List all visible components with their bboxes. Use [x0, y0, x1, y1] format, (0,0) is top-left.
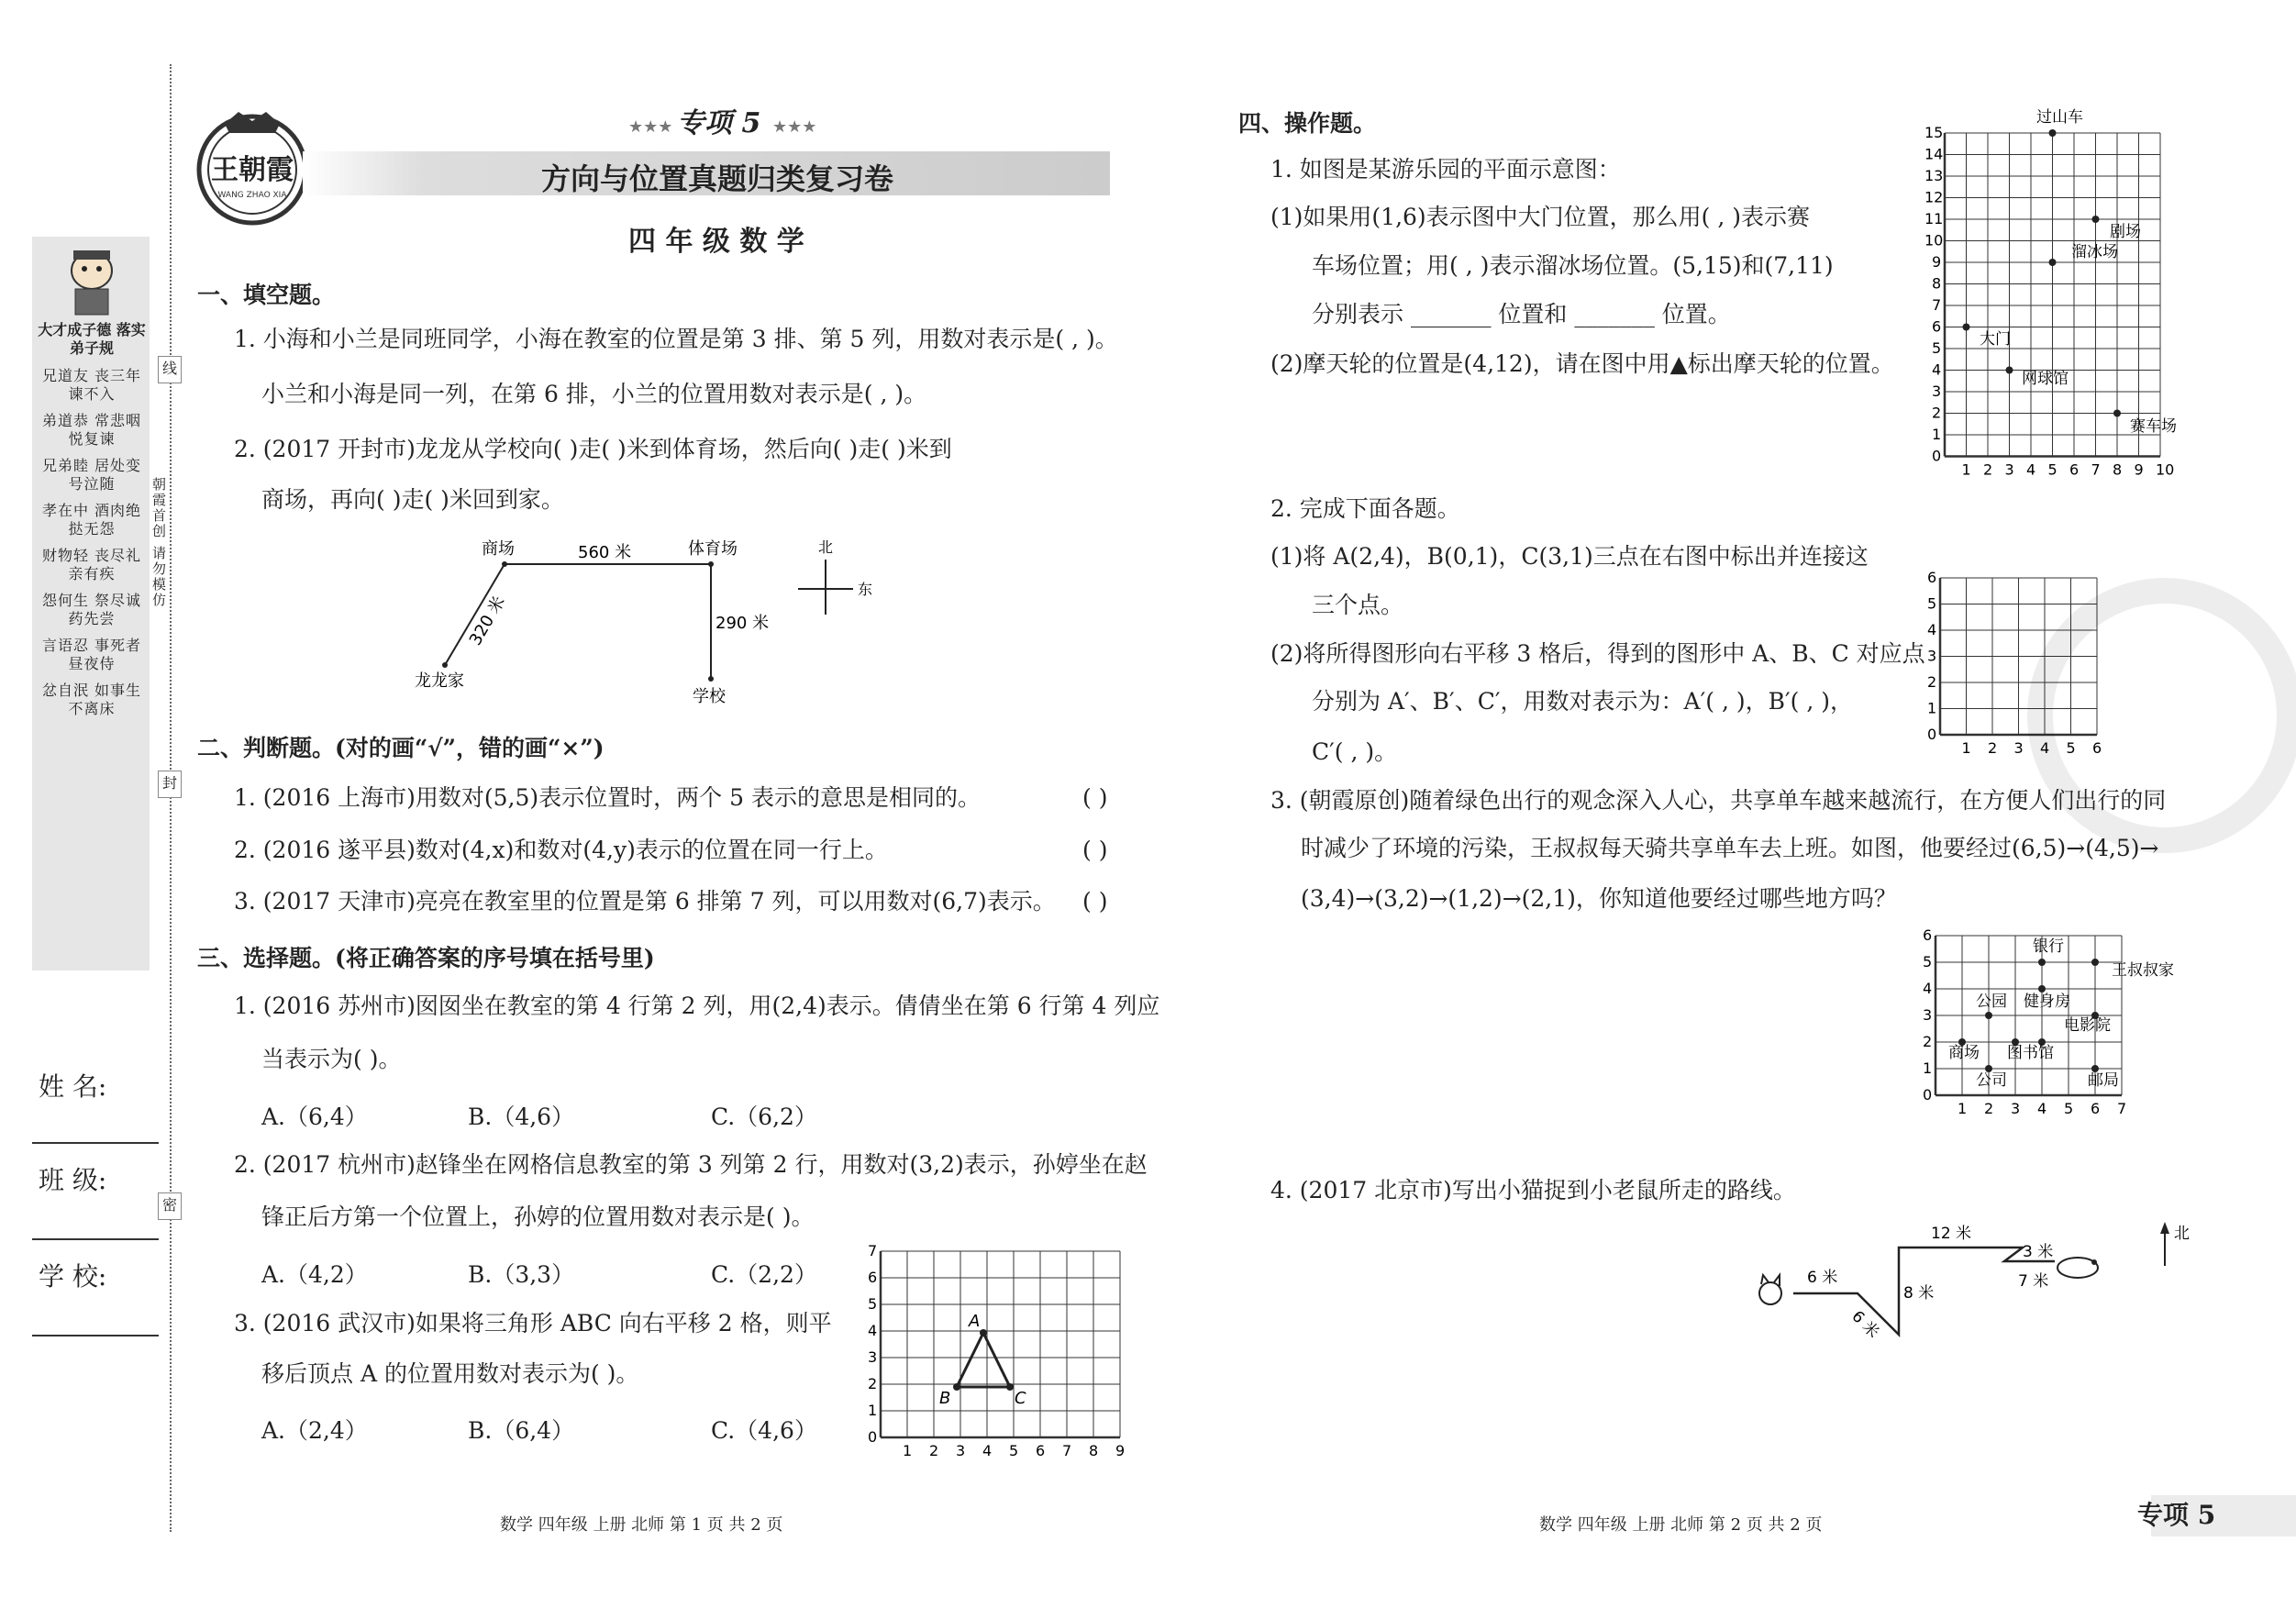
s1-q2a: 2. (2017 开封市)龙龙从学校向( )走( )米到体育场，然后向( )走( )米到: [234, 436, 952, 462]
y-tick-label: 4: [1932, 360, 1942, 379]
sidebar-verse: 兄弟睦 居处变 号泣随: [41, 457, 142, 493]
s3-q3-opt-b[interactable]: B.（6,4）: [468, 1417, 575, 1444]
map-d3: 320 米: [465, 593, 510, 649]
x-tick-label: 3: [2011, 1100, 2021, 1117]
grid-point: [1963, 324, 1970, 331]
map-north: 北: [818, 538, 834, 556]
city-gymn: 健身房: [2024, 993, 2070, 1011]
y-tick-label: 5: [1932, 339, 1942, 357]
x-tick-label: 6: [1036, 1442, 1046, 1459]
cat-icon: [1759, 1275, 1781, 1304]
park-roller: 过山车: [2036, 108, 2083, 127]
y-tick-label: 6: [1923, 926, 1933, 944]
s3-q2-opt-a[interactable]: A.（4,2）: [261, 1261, 368, 1288]
y-tick-label: 6: [868, 1269, 878, 1286]
y-tick-label: 2: [868, 1375, 878, 1392]
s3-q1-opt-a[interactable]: A.（6,4）: [261, 1103, 368, 1130]
x-tick-label: 6: [2069, 460, 2080, 479]
brand-note: 朝霞首创 请勿模仿: [150, 477, 167, 608]
s4-q2-2b: 分别为 A′、B′、C′，用数对表示为：A′( , )，B′( , )，: [1312, 688, 1854, 715]
logo: [188, 101, 316, 229]
y-tick-label: 1: [1927, 699, 1937, 717]
y-tick-label: 13: [1924, 167, 1944, 184]
city-cinema: 电影院: [2064, 1016, 2111, 1035]
s3-q3-opt-a[interactable]: A.（2,4）: [261, 1417, 368, 1444]
series-label: 专项 5: [677, 107, 761, 139]
x-tick-label: 4: [2037, 1100, 2047, 1117]
s3-q2b: 锋正后方第一个位置上，孙婷的位置用数对表示是( )。: [261, 1203, 815, 1230]
grid-point: [2092, 216, 2100, 223]
page-title: 方向与位置真题归类复习卷: [541, 161, 894, 196]
park-theater: 剧场: [2110, 223, 2141, 241]
grid-point: [2049, 129, 2057, 137]
park-race: 赛车场: [2130, 417, 2177, 436]
stars-left: ★★★: [628, 117, 673, 137]
x-tick-label: 1: [903, 1442, 913, 1459]
y-tick-label: 2: [1932, 404, 1942, 422]
x-tick-label: 5: [2047, 460, 2058, 479]
school-field[interactable]: [32, 1335, 159, 1336]
y-tick-label: 14: [1924, 145, 1944, 163]
y-tick-label: 2: [1927, 673, 1937, 691]
sidebar-verse: 财物轻 丧尽礼 亲有疾: [41, 547, 142, 582]
s4-q2: 2. 完成下面各题。: [1270, 495, 1460, 522]
x-tick-label: 7: [2091, 460, 2101, 479]
y-tick-label: 0: [1927, 726, 1937, 743]
route-d3: 8 米: [1903, 1284, 1935, 1303]
s2-q1: 1. (2016 上海市)用数对(5,5)表示位置时，两个 5 表示的意思是相同的。: [234, 784, 981, 811]
y-tick-label: 12: [1924, 188, 1944, 206]
s4-q2-2a: (2)将所得图形向右平移 3 格后，得到的图形中 A、B、C 对应点: [1270, 640, 1925, 667]
grid-point: [2006, 367, 2013, 374]
y-tick-label: 6: [1932, 317, 1942, 336]
school-label: 学 校:: [39, 1261, 107, 1292]
s4-q2-1b: 三个点。: [1312, 592, 1404, 618]
city-bank: 银行: [2033, 937, 2064, 956]
park-tennis: 网球馆: [2022, 370, 2069, 388]
s3-q3-opt-c[interactable]: C.（4,6）: [711, 1417, 817, 1444]
map-school: 学校: [693, 687, 726, 706]
s3-q2-opt-b[interactable]: B.（3,3）: [468, 1261, 575, 1288]
route-north: 北: [2174, 1225, 2190, 1243]
y-tick-label: 7: [1932, 296, 1942, 314]
logo-text: 王朝霞: [211, 154, 294, 186]
triangle-grid: [862, 1238, 1137, 1472]
x-tick-label: 8: [1089, 1442, 1099, 1459]
footer-left: 数学 四年级 上册 北师 第 1 页 共 2 页: [500, 1515, 783, 1535]
grid-point: [2049, 259, 2057, 266]
y-tick-label: 2: [1923, 1033, 1933, 1050]
x-tick-label: 2: [1984, 1100, 1994, 1117]
y-tick-label: 4: [1923, 980, 1933, 997]
y-tick-label: 1: [868, 1402, 878, 1419]
map-east: 东: [858, 581, 873, 598]
s3-q1-opt-b[interactable]: B.（4,6）: [468, 1103, 575, 1130]
park-rink: 溜冰场: [2071, 243, 2118, 261]
city-post: 邮局: [2088, 1071, 2119, 1090]
map-home: 龙龙家: [415, 671, 464, 691]
s3-q2a: 2. (2017 杭州市)赵锋坐在网格信息教室的第 3 列第 2 行，用数对(3,2)表示，孙婷坐在赵: [234, 1151, 1148, 1178]
s3-q2-opt-c[interactable]: C.（2,2）: [711, 1261, 817, 1288]
y-tick-label: 10: [1924, 231, 1944, 250]
x-tick-label: 6: [2092, 739, 2102, 757]
x-tick-label: 1: [1961, 739, 1971, 757]
s4-q1: 1. 如图是某游乐园的平面示意图：: [1270, 156, 1621, 183]
tri-label-a: A: [969, 1312, 981, 1331]
x-tick-label: 7: [1062, 1442, 1072, 1459]
s1-q2b: 商场，再向( )走( )米回到家。: [261, 486, 564, 513]
x-tick-label: 2: [1988, 739, 1998, 757]
s2-q2: 2. (2016 遂平县)数对(4,x)和数对(4,y)表示的位置在同一行上。: [234, 837, 888, 863]
mouse-icon: [2058, 1258, 2098, 1278]
y-tick-label: 8: [1932, 274, 1942, 293]
y-tick-label: 3: [1932, 383, 1942, 400]
x-tick-label: 7: [2117, 1100, 2127, 1117]
route-d5: 3 米: [2023, 1243, 2054, 1261]
name-label: 姓 名:: [39, 1071, 107, 1102]
s3-q1a: 1. (2016 苏州市)囡囡坐在教室的第 4 行第 2 列，用(2,4)表示。倩倩坐在第 6 行第 4 列应: [234, 993, 1160, 1019]
tri-label-c: C: [1015, 1389, 1026, 1408]
x-tick-label: 9: [2134, 460, 2144, 479]
sidebar-motto: 大才成子德 落实弟子规: [38, 321, 146, 357]
section-3-title: 三、选择题。(将正确答案的序号填在括号里): [197, 945, 655, 971]
x-tick-label: 1: [1961, 460, 1971, 479]
sidebar-verse: 忿自泯 如事生 不离床: [41, 682, 142, 717]
grid-point: [2038, 985, 2046, 993]
y-tick-label: 1: [1923, 1059, 1933, 1077]
grid-point: [1985, 1012, 1992, 1019]
s4-q3b: 时减少了环境的污染，王叔叔每天骑共享单车去上班。如图，他要经过(6,5)→(4,5)→: [1301, 835, 2159, 861]
section-2-title: 二、判断题。(对的画“√”，错的画“×”): [197, 735, 605, 761]
x-tick-label: 8: [2113, 460, 2123, 479]
x-tick-label: 9: [1115, 1442, 1126, 1459]
x-tick-label: 5: [1009, 1442, 1019, 1459]
route-d6: 7 米: [2018, 1272, 2049, 1291]
route-d1: 6 米: [1807, 1269, 1838, 1287]
x-tick-label: 4: [982, 1442, 993, 1459]
class-field[interactable]: [32, 1238, 159, 1240]
sidebar-verse: 兄道友 丧三年 谏不入: [41, 367, 142, 403]
s4-q1-1c: 分别表示 _______ 位置和 _______ 位置。: [1312, 301, 1731, 327]
city-library: 图书馆: [2007, 1044, 2054, 1062]
x-tick-label: 2: [929, 1442, 939, 1459]
cut-mark-3: 密: [158, 1192, 182, 1220]
s4-q2-1a: (1)将 A(2,4)，B(0,1)，C(3,1)三点在右图中标出并连接这: [1270, 543, 1869, 570]
park-grid: [1908, 105, 2211, 491]
s4-q1-1b: 车场位置；用( , )表示溜冰场位置。(5,15)和(7,11): [1312, 252, 1834, 279]
x-tick-label: 5: [2064, 1100, 2074, 1117]
x-tick-label: 3: [2013, 739, 2024, 757]
sidebar-verse: 怨何生 祭尽诚 药先尝: [41, 592, 142, 627]
sidebar-verse: 弟道恭 常悲咽 悦复谏: [41, 412, 142, 448]
y-tick-label: 0: [868, 1428, 878, 1446]
s4-q1-2: (2)摩天轮的位置是(4,12)，请在图中用▲标出摩天轮的位置。: [1270, 350, 1894, 377]
city-grid: [1908, 922, 2211, 1133]
s2-q1-bracket[interactable]: ( ): [1082, 784, 1108, 811]
s2-q3: 3. (2017 天津市)亮亮在教室里的位置是第 6 排第 7 列，可以用数对(6,7)表示。: [234, 888, 1056, 915]
class-label: 班 级:: [39, 1165, 107, 1195]
y-tick-label: 4: [1927, 621, 1937, 638]
s2-q2-bracket[interactable]: ( ): [1082, 837, 1108, 863]
grid-point: [2091, 959, 2099, 966]
y-tick-label: 7: [868, 1242, 878, 1259]
x-tick-label: 3: [2004, 460, 2014, 479]
s4-q3c: (3,4)→(3,2)→(1,2)→(2,1)，你知道他要经过哪些地方吗？: [1301, 885, 1897, 912]
route-d4: 12 米: [1931, 1225, 1972, 1243]
s2-q3-bracket[interactable]: ( ): [1082, 888, 1108, 915]
mascot-figure: [46, 243, 138, 316]
y-tick-label: 6: [1927, 569, 1937, 586]
grid-point: [2113, 410, 2121, 417]
section-1-title: 一、填空题。: [197, 282, 336, 308]
y-tick-label: 9: [1932, 253, 1942, 271]
tri-label-b: B: [939, 1389, 951, 1408]
sidebar-verses: [37, 367, 147, 726]
y-tick-label: 4: [868, 1322, 878, 1339]
x-tick-label: 6: [2091, 1100, 2101, 1117]
sidebar-verse: 言语忍 事死者 昼夜侍: [41, 637, 142, 672]
footer-right: 数学 四年级 上册 北师 第 2 页 共 2 页: [1539, 1515, 1823, 1535]
x-tick-label: 10: [2156, 460, 2175, 479]
y-tick-label: 0: [1932, 447, 1942, 465]
route-d2: 6 米: [1847, 1307, 1883, 1342]
y-tick-label: 0: [1923, 1086, 1933, 1103]
name-field[interactable]: [32, 1142, 159, 1144]
city-mall: 商场: [1948, 1044, 1980, 1062]
stars-right: ★★★: [772, 117, 817, 137]
s3-q3b: 移后顶点 A 的位置用数对表示为( )。: [261, 1360, 639, 1387]
s4-q1-1a: (1)如果用(1,6)表示图中大门位置，那么用( , )表示赛: [1270, 204, 1811, 230]
s3-q3a: 3. (2016 武汉市)如果将三角形 ABC 向右平移 2 格，则平: [234, 1310, 832, 1336]
y-tick-label: 5: [868, 1295, 878, 1313]
x-tick-label: 4: [2026, 460, 2036, 479]
section-4-title: 四、操作题。: [1238, 110, 1377, 137]
footer-tag: 专项 5: [2137, 1500, 2216, 1530]
cut-mark-1: 线: [158, 356, 182, 383]
y-tick-label: 5: [1923, 953, 1933, 970]
city-wang: 王叔叔家: [2112, 961, 2174, 980]
logo-small: WANG ZHAO XIA: [217, 191, 287, 200]
y-tick-label: 3: [1927, 647, 1937, 665]
y-tick-label: 5: [1927, 594, 1937, 613]
s1-q1a: 1. 小海和小兰是同班同学，小海在教室的位置是第 3 排、第 5 列，用数对表示是( , )。: [234, 326, 1118, 352]
s3-q1b: 当表示为( )。: [261, 1046, 402, 1072]
s3-q1-opt-c[interactable]: C.（6,2）: [711, 1103, 817, 1130]
x-tick-label: 4: [2040, 739, 2050, 757]
route-map: [394, 532, 908, 706]
x-tick-label: 2: [1983, 460, 1993, 479]
s1-q1b: 小兰和小海是同一列，在第 6 排，小兰的位置用数对表示是( , )。: [261, 381, 927, 407]
y-tick-label: 3: [1923, 1006, 1933, 1024]
s4-q4: 4. (2017 北京市)写出小猫捉到小老鼠所走的路线。: [1270, 1177, 1796, 1203]
x-tick-label: 5: [2066, 739, 2076, 757]
cut-mark-2: 封: [158, 771, 182, 798]
sidebar-verse: 孝在中 酒肉绝 挞无怨: [41, 502, 142, 538]
grid-point: [2038, 959, 2046, 966]
s4-q3a: 3. (朝霞原创)随着绿色出行的观念深入人心，共享单车越来越流行，在方便人们出行的同: [1270, 787, 2167, 814]
s4-q2-2c: C′( , )。: [1312, 738, 1398, 765]
y-tick-label: 11: [1924, 210, 1944, 227]
cat-route: [1743, 1211, 2220, 1348]
page-subtitle: 四 年 级 数 学: [628, 226, 804, 258]
map-d2: 290 米: [715, 614, 770, 633]
cut-line: [170, 64, 172, 1532]
map-mall: 商场: [482, 539, 515, 559]
x-tick-label: 1: [1958, 1100, 1968, 1117]
map-gym: 体育场: [688, 539, 738, 559]
map-d1: 560 米: [578, 543, 632, 562]
y-tick-label: 3: [868, 1348, 878, 1366]
park-gate: 大门: [1980, 330, 2011, 349]
y-tick-label: 15: [1924, 124, 1944, 141]
x-tick-label: 3: [956, 1442, 966, 1459]
y-tick-label: 1: [1932, 426, 1942, 443]
city-company: 公司: [1976, 1071, 2007, 1090]
city-park: 公园: [1976, 993, 2007, 1011]
